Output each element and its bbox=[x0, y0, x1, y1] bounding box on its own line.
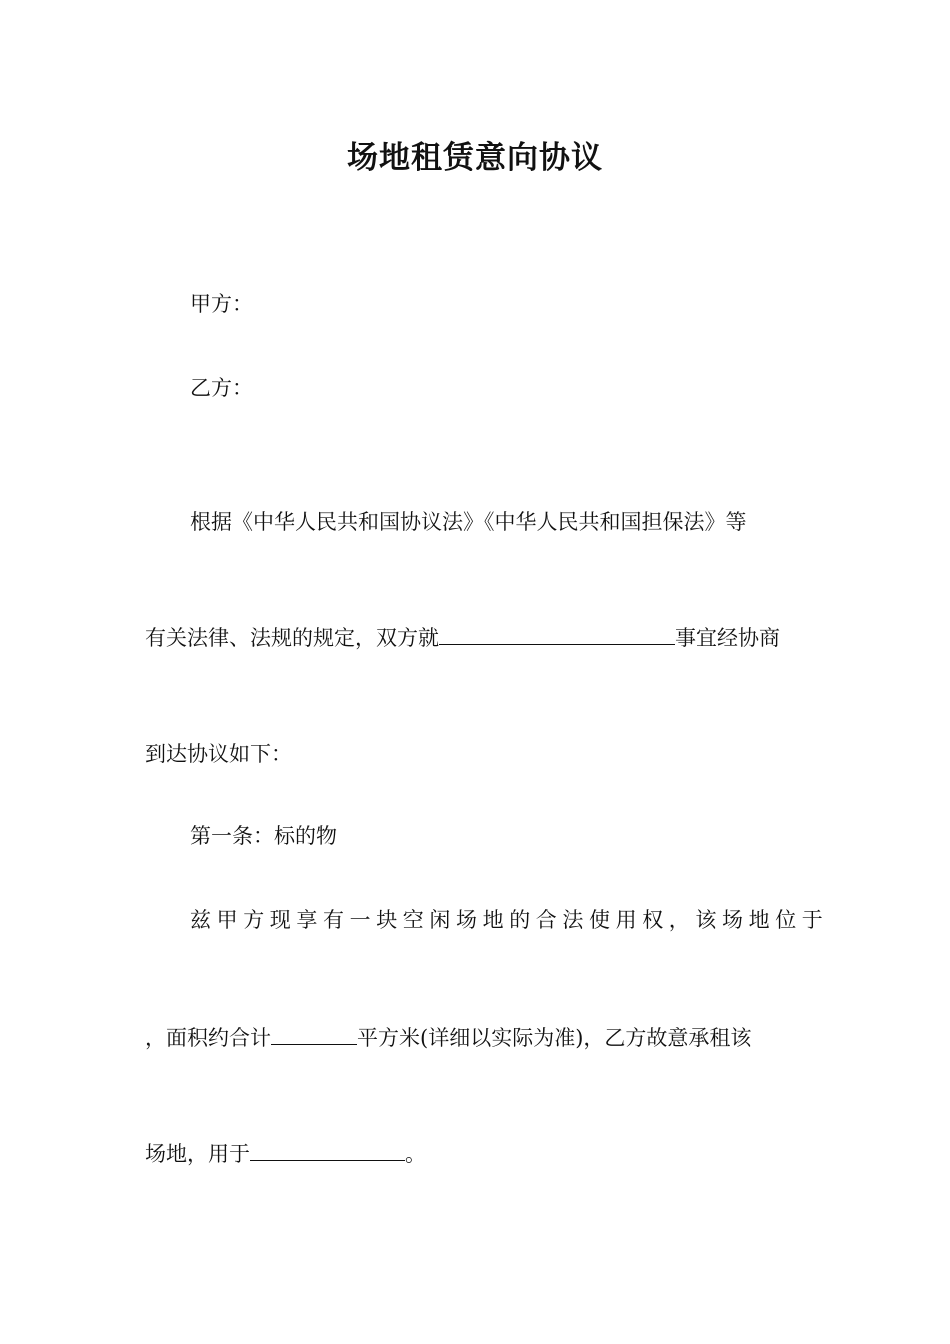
document-title: 场地租赁意向协议 bbox=[347, 140, 603, 176]
article-1-line-3-after: 。 bbox=[405, 1142, 426, 1166]
preamble-line-1: 根据《中华人民共和国协议法》《中华人民共和国担保法》等 bbox=[190, 510, 747, 534]
party-a-label: 甲方： bbox=[190, 292, 253, 316]
purpose-blank[interactable] bbox=[250, 1138, 405, 1161]
preamble-line-3: 到达协议如下： bbox=[145, 742, 292, 766]
article-1-line-2-after: 平方米(详细以实际为准)，乙方故意承租该 bbox=[357, 1026, 752, 1050]
area-blank[interactable] bbox=[271, 1022, 357, 1045]
article-1-line-2 bbox=[0, 1022, 950, 1052]
article-1-line-2-before: ，面积约合计 bbox=[145, 1026, 271, 1050]
preamble-line-2 bbox=[0, 622, 950, 652]
article-1-heading: 第一条：标的物 bbox=[190, 824, 337, 848]
party-b-label: 乙方： bbox=[190, 376, 253, 400]
article-1-line-1: 兹甲方现享有一块空闲场地的合法使用权，该场地位于 bbox=[190, 908, 829, 932]
article-1-line-3 bbox=[0, 1138, 950, 1168]
article-1-line-3-before: 场地，用于 bbox=[145, 1142, 250, 1166]
preamble-line-2-after: 事宜经协商 bbox=[675, 626, 780, 650]
preamble-line-2-before: 有关法律、法规的规定，双方就 bbox=[145, 626, 439, 650]
matter-blank[interactable] bbox=[439, 622, 675, 645]
